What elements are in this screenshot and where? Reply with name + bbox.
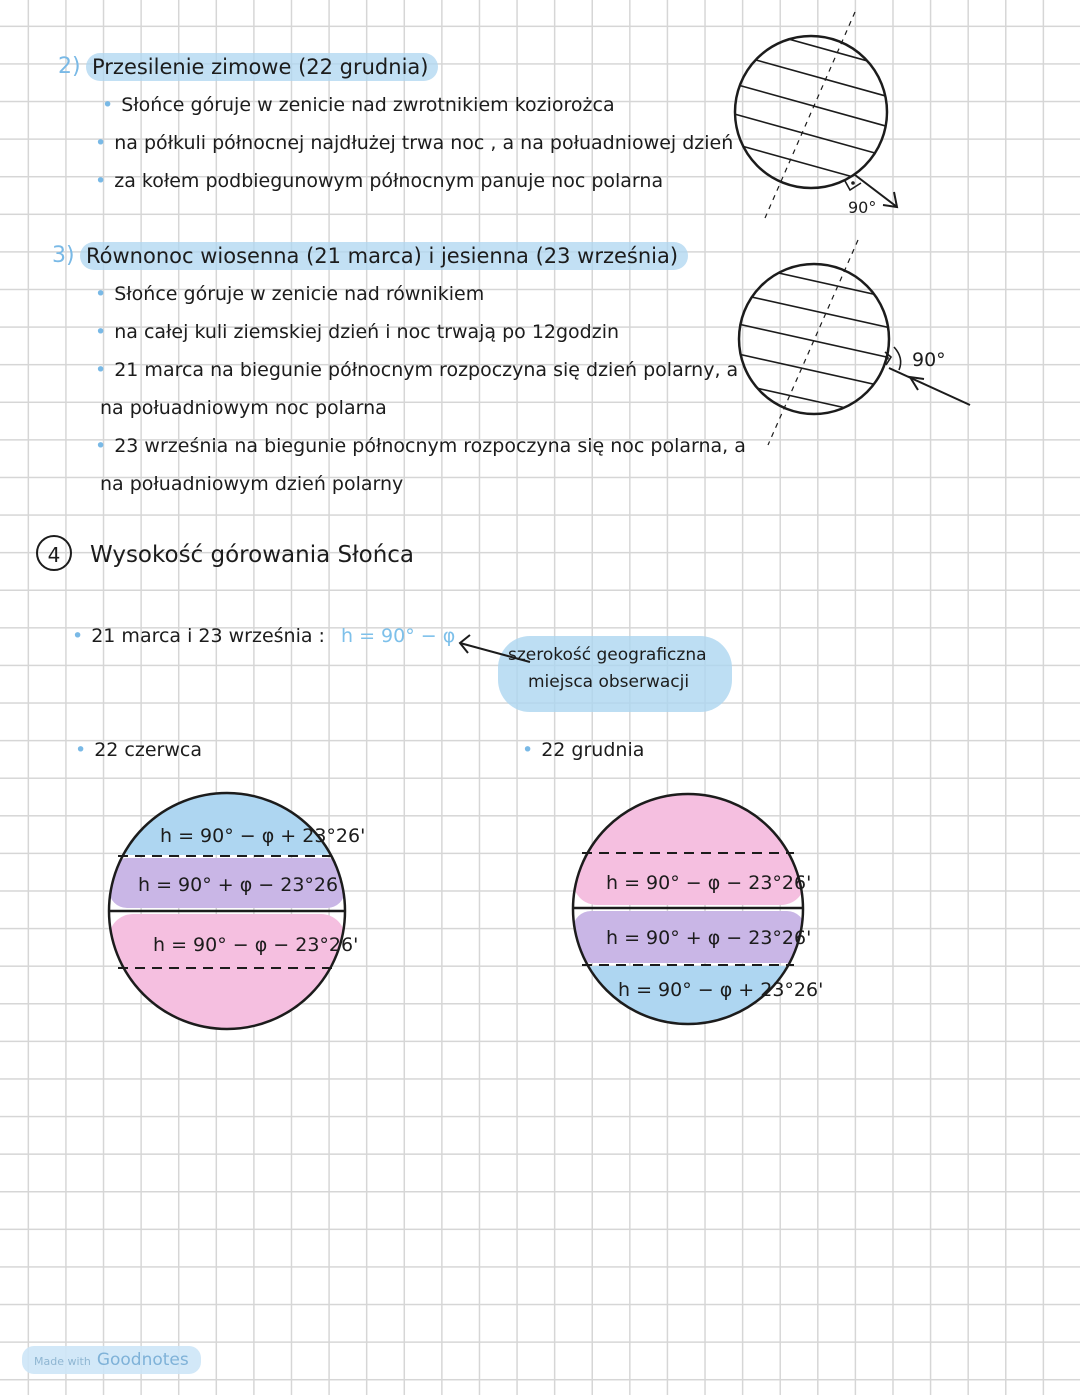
bullet-text: 23 września na biegunie północnym rozpoczyna się noc polarna, a: [114, 435, 746, 457]
sun-ray-arrow: [889, 368, 970, 405]
bullet-text: Słońce góruje w zenicie nad równikiem: [114, 283, 485, 305]
bullet-dot-icon: •: [75, 739, 87, 761]
section-4-number: 4: [36, 535, 72, 571]
bullet-text: na półkuli północnej najdłużej trwa noc , a na połuadniowej dzień: [114, 132, 734, 154]
section-4-title: Wysokość górowania Słońca: [90, 542, 415, 568]
night-hatching: [720, 260, 900, 420]
bullet-dot-icon: •: [72, 625, 84, 647]
note-line-1: szerokość geograficzna: [508, 645, 707, 665]
bullet-dot-icon: •: [95, 321, 107, 343]
section-2-number: 2): [58, 54, 81, 79]
solstice-globe: [720, 12, 900, 218]
globe-outline: [739, 264, 889, 414]
june-formula-2: h = 90° + φ − 23°26': [138, 874, 344, 896]
section-3-bullet-3-cont: na połuadniowym noc polarna: [100, 397, 387, 419]
section-3-number: 3): [52, 243, 75, 268]
december-formula-1: h = 90° − φ − 23°26': [606, 872, 812, 894]
section-3-title-text: Równonoc wiosenna (21 marca) i jesienna (23 września): [80, 242, 688, 270]
note-line-2: miejsca obserwacji: [528, 672, 690, 692]
section-2-title-text: Przesilenie zimowe (22 grudnia): [86, 53, 438, 81]
made-with-label: Made with: [34, 1355, 91, 1368]
bullet-dot-icon: •: [95, 435, 107, 457]
june-label: 22 czerwca: [94, 739, 202, 761]
bullet-text: Słońce góruje w zenicie nad zwrotnikiem koziorożca: [121, 94, 615, 116]
night-hatching: [720, 20, 900, 190]
december-formula-2: h = 90° + φ − 23°26': [606, 927, 812, 949]
june-formula-1: h = 90° − φ + 23°26': [160, 825, 366, 847]
goodnotes-logo: Goodnotes: [96, 1350, 189, 1370]
angle-label-1: 90°: [848, 198, 877, 217]
bullet-dot-icon: •: [102, 94, 114, 116]
june-formula-3: h = 90° − φ − 23°26': [153, 934, 359, 956]
bullet-text: za kołem podbiegunowym północnym panuje noc polarna: [114, 170, 664, 192]
december-label: 22 grudnia: [541, 739, 645, 761]
equinox-globe: [720, 240, 970, 445]
bullet-text: na całej kuli ziemskiej dzień i noc trwają po 12godzin: [114, 321, 620, 343]
made-with-goodnotes-badge: [22, 1346, 201, 1374]
equinox-formula: h = 90° − φ: [341, 625, 456, 647]
december-globe: [573, 793, 823, 1026]
angle-label-2: 90°: [912, 349, 946, 371]
bullet-dot-icon: •: [95, 132, 107, 154]
bullet-dot-icon: •: [95, 359, 107, 381]
december-formula-3: h = 90° − φ + 23°26': [618, 979, 824, 1001]
pointer-arrow: [460, 635, 530, 662]
bullet-dot-icon: •: [522, 739, 534, 761]
band-pink: [109, 914, 345, 1030]
bullet-text: 21 marca na biegunie północnym rozpoczyna się dzień polarny, a: [114, 359, 739, 381]
bullet-dot-icon: •: [95, 283, 107, 305]
bullet-dot-icon: •: [95, 170, 107, 192]
equinox-label: 21 marca i 23 września :: [91, 625, 325, 647]
section-3-bullet-4-cont: na połuadniowym dzień polarny: [100, 473, 404, 495]
june-globe: [109, 793, 365, 1030]
